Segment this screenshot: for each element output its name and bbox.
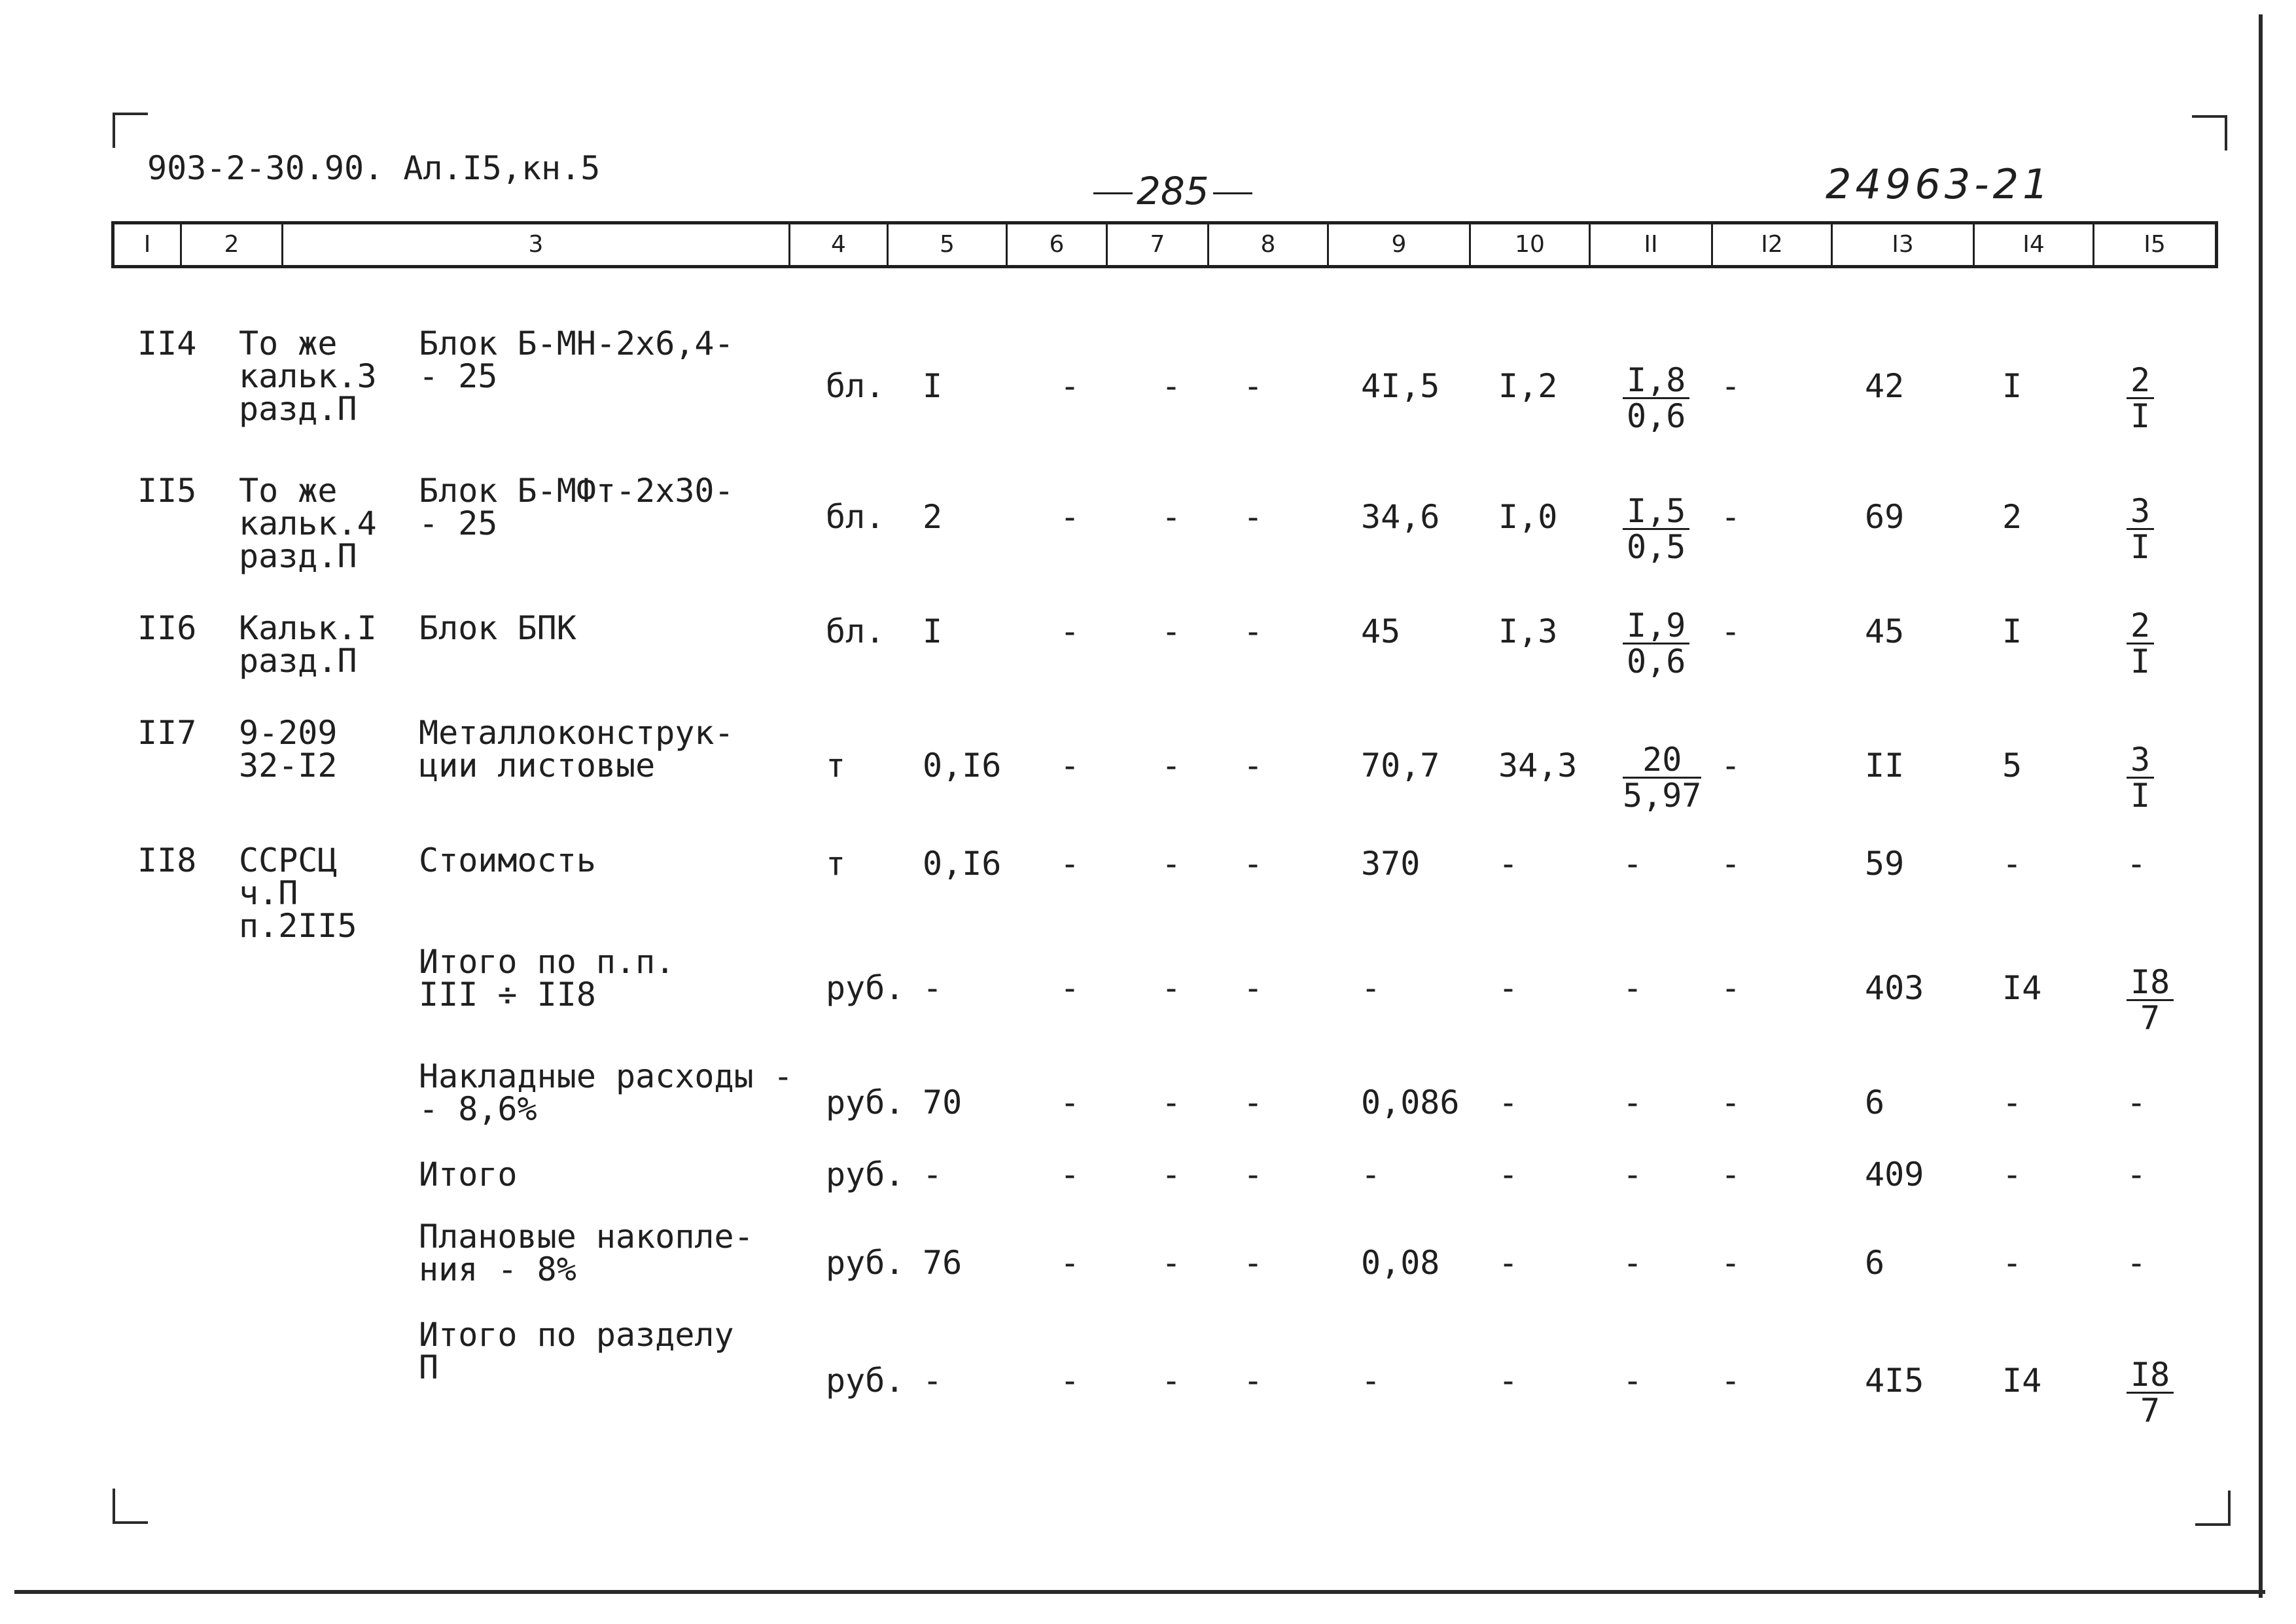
summary-cell-c10: - — [1498, 1156, 1519, 1193]
column-header-11: II — [1589, 224, 1711, 265]
summary-cell-c9: 0,086 — [1361, 1084, 1460, 1121]
cell-c9: 34,6 — [1361, 498, 1440, 536]
summary-cell-c5: - — [923, 1156, 943, 1193]
column-header-15: I5 — [2093, 224, 2215, 265]
summary-cell-c8: - — [1243, 1244, 1263, 1282]
basis-line: разд.П — [239, 642, 357, 680]
basis-line: 9-209 — [239, 714, 338, 752]
cell-c8: - — [1243, 747, 1263, 785]
position-number: II8 — [137, 841, 197, 879]
cell-c7: - — [1161, 367, 1182, 405]
summary-cell-c10: - — [1498, 969, 1519, 1007]
summary-name-line: III ÷ II8 — [419, 976, 596, 1014]
cell-c14: I — [2002, 612, 2022, 650]
column-header-1: I — [143, 231, 151, 258]
cell-c12: - — [1721, 612, 1741, 650]
cell-c12: - — [1721, 845, 1741, 883]
summary-cell-c15: - — [2127, 1084, 2147, 1121]
cell-c5: I — [923, 367, 943, 405]
summary-cell-c14: - — [2002, 1244, 2022, 1282]
summary-cell-c5: 70 — [923, 1084, 963, 1121]
summary-cell-c13: 4I5 — [1865, 1362, 1924, 1400]
cell-c15 — [2127, 363, 2154, 433]
summary-cell-c12: - — [1721, 1362, 1741, 1400]
column-header-2: 2 — [180, 224, 281, 265]
summary-cell-c7: - — [1161, 1362, 1182, 1400]
cell-c15-numerator: 2 — [2127, 363, 2154, 399]
handwritten-number: 24963-21 — [1826, 160, 2053, 208]
summary-cell-c10: - — [1498, 1084, 1519, 1121]
cell-c11: - — [1623, 845, 1643, 883]
cell-c15-denominator: I — [2130, 528, 2151, 566]
cell-c15-denominator: I — [2130, 777, 2151, 815]
column-header-10: 10 — [1469, 224, 1589, 265]
cell-c13: 42 — [1865, 367, 1905, 405]
cell-c10: I,3 — [1498, 612, 1558, 650]
cell-c9: 70,7 — [1361, 747, 1440, 785]
summary-cell-c13: 6 — [1865, 1084, 1885, 1121]
summary-cell-c6: - — [1060, 1084, 1080, 1121]
summary-cell-c14: - — [2002, 1084, 2022, 1121]
basis-line: кальк.3 — [239, 357, 377, 395]
item-name-line: - 25 — [419, 357, 498, 395]
summary-cell-c11: - — [1623, 1084, 1643, 1121]
summary-name-line: Накладные расходы - — [419, 1057, 793, 1095]
cell-c13: 69 — [1865, 498, 1905, 536]
cell-c11 — [1623, 743, 1701, 813]
cell-c15-denominator: I — [2130, 643, 2151, 680]
cell-c5: 0,I6 — [923, 747, 1002, 785]
basis-line: ССРСЦ — [239, 841, 338, 879]
cell-c7: - — [1161, 845, 1182, 883]
summary-cell-c9: - — [1361, 1156, 1381, 1193]
summary-name-line: Плановые накопле- — [419, 1218, 754, 1256]
column-number-header — [111, 221, 2218, 268]
basis-line: п.2II5 — [239, 907, 357, 945]
summary-cell-c5: 76 — [923, 1244, 963, 1282]
summary-unit: руб. — [826, 1084, 905, 1121]
page-number-text: 285 — [1137, 169, 1209, 213]
cell-c15 — [2127, 743, 2154, 813]
cell-c11-denominator: 0,5 — [1627, 528, 1686, 566]
column-header-4: 4 — [788, 224, 887, 265]
basis-line: 32-I2 — [239, 747, 338, 785]
column-header-12: I2 — [1711, 224, 1831, 265]
corner-mark-bottom-left — [113, 1489, 148, 1524]
summary-cell-c15-denominator: 7 — [2140, 1392, 2161, 1430]
corner-mark-top-right — [2192, 115, 2227, 150]
cell-c15 — [2127, 609, 2154, 679]
summary-cell-c8: - — [1243, 969, 1263, 1007]
column-header-8: 8 — [1207, 224, 1327, 265]
basis-line: кальк.4 — [239, 504, 377, 542]
cell-c6: - — [1060, 612, 1080, 650]
cell-c11-numerator: 20 — [1623, 743, 1701, 779]
summary-cell-c15 — [2127, 1358, 2174, 1428]
summary-cell-c15 — [2127, 965, 2174, 1035]
position-number: II4 — [137, 325, 197, 362]
cell-c13: II — [1865, 747, 1905, 785]
column-header-14: I4 — [1973, 224, 2093, 265]
item-name-line: Металлоконструк- — [419, 714, 734, 752]
summary-cell-c12: - — [1721, 1084, 1741, 1121]
summary-cell-c15-denominator: 7 — [2140, 999, 2161, 1037]
summary-cell-c12: - — [1721, 969, 1741, 1007]
cell-c14: 2 — [2002, 498, 2022, 536]
cell-c8: - — [1243, 498, 1263, 536]
summary-cell-c8: - — [1243, 1362, 1263, 1400]
summary-name-line: - 8,6% — [419, 1090, 537, 1128]
summary-cell-c14: I4 — [2002, 969, 2042, 1007]
basis-line: То же — [239, 325, 338, 362]
summary-cell-c7: - — [1161, 1156, 1182, 1193]
cell-c8: - — [1243, 367, 1263, 405]
cell-c5: 0,I6 — [923, 845, 1002, 883]
summary-cell-c6: - — [1060, 969, 1080, 1007]
column-header-13: I3 — [1831, 224, 1973, 265]
summary-cell-c7: - — [1161, 969, 1182, 1007]
cell-c7: - — [1161, 747, 1182, 785]
summary-cell-c7: - — [1161, 1244, 1182, 1282]
summary-cell-c11: - — [1623, 1156, 1643, 1193]
cell-c10: 34,3 — [1498, 747, 1578, 785]
summary-cell-c7: - — [1161, 1084, 1182, 1121]
document-code: 903-2-30.90. Ал.I5,кн.5 — [147, 149, 601, 187]
summary-cell-c13: 6 — [1865, 1244, 1885, 1282]
summary-cell-c6: - — [1060, 1244, 1080, 1282]
summary-unit: руб. — [826, 1156, 905, 1193]
scan-edge-bottom — [14, 1590, 2265, 1594]
summary-cell-c13: 403 — [1865, 969, 1924, 1007]
item-name-line: Блок Б-МФт-2х30- — [419, 472, 734, 510]
summary-cell-c8: - — [1243, 1084, 1263, 1121]
summary-unit: руб. — [826, 1362, 905, 1400]
summary-cell-c15: - — [2127, 1156, 2147, 1193]
summary-name-line: ния - 8% — [419, 1250, 576, 1288]
cell-c7: - — [1161, 498, 1182, 536]
position-number: II7 — [137, 714, 197, 752]
summary-cell-c6: - — [1060, 1362, 1080, 1400]
cell-c15: - — [2127, 845, 2147, 883]
item-name-line: Стоимость — [419, 841, 596, 879]
cell-c11-denominator: 5,97 — [1623, 777, 1702, 815]
column-header-7: 7 — [1106, 224, 1207, 265]
basis-line: разд.П — [239, 537, 357, 575]
cell-c9: 45 — [1361, 612, 1401, 650]
cell-c14: I — [2002, 367, 2022, 405]
basis-line: То же — [239, 472, 338, 510]
cell-c15 — [2127, 494, 2154, 564]
summary-name-line: Итого — [419, 1156, 518, 1193]
cell-c6: - — [1060, 747, 1080, 785]
summary-unit: руб. — [826, 969, 905, 1007]
column-header-5: 5 — [887, 224, 1006, 265]
unit: бл. — [826, 612, 885, 650]
cell-c11-denominator: 0,6 — [1627, 397, 1686, 435]
cell-c11-numerator: I,8 — [1623, 363, 1689, 399]
summary-cell-c12: - — [1721, 1244, 1741, 1282]
cell-c11-denominator: 0,6 — [1627, 643, 1686, 680]
cell-c10: - — [1498, 845, 1519, 883]
summary-unit: руб. — [826, 1244, 905, 1282]
unit: т — [826, 747, 846, 785]
cell-c15-denominator: I — [2130, 397, 2151, 435]
cell-c8: - — [1243, 845, 1263, 883]
column-header-6: 6 — [1006, 224, 1106, 265]
cell-c12: - — [1721, 367, 1741, 405]
unit: т — [826, 845, 846, 883]
summary-cell-c9: - — [1361, 969, 1381, 1007]
cell-c12: - — [1721, 498, 1741, 536]
position-number: II5 — [137, 472, 197, 510]
position-number: II6 — [137, 609, 197, 647]
summary-cell-c8: - — [1243, 1156, 1263, 1193]
cell-c15-numerator: 3 — [2127, 494, 2154, 530]
scan-edge-right — [2259, 14, 2263, 1598]
corner-mark-top-left — [113, 113, 148, 148]
unit: бл. — [826, 367, 885, 405]
summary-cell-c11: - — [1623, 1362, 1643, 1400]
cell-c15-numerator: 3 — [2127, 743, 2154, 779]
summary-cell-c15: - — [2127, 1244, 2147, 1282]
column-header-9: 9 — [1327, 224, 1469, 265]
cell-c5: 2 — [923, 498, 943, 536]
item-name-line: ции листовые — [419, 747, 656, 785]
summary-cell-c10: - — [1498, 1244, 1519, 1282]
page-number — [1089, 169, 1256, 213]
cell-c6: - — [1060, 367, 1080, 405]
column-header-3: 3 — [281, 224, 788, 265]
summary-cell-c9: - — [1361, 1362, 1381, 1400]
item-name-line: Блок БПК — [419, 609, 576, 647]
summary-name-line: Итого по п.п. — [419, 943, 675, 981]
cell-c15-numerator: 2 — [2127, 609, 2154, 644]
unit: бл. — [826, 498, 885, 536]
summary-cell-c10: - — [1498, 1362, 1519, 1400]
cell-c10: I,2 — [1498, 367, 1558, 405]
summary-cell-c15-numerator: I8 — [2127, 965, 2174, 1001]
basis-line: ч.П — [239, 874, 298, 912]
cell-c13: 59 — [1865, 845, 1905, 883]
cell-c11 — [1623, 363, 1689, 433]
summary-cell-c14: - — [2002, 1156, 2022, 1193]
summary-cell-c14: I4 — [2002, 1362, 2042, 1400]
cell-c11 — [1623, 494, 1689, 564]
summary-cell-c11: - — [1623, 1244, 1643, 1282]
summary-cell-c6: - — [1060, 1156, 1080, 1193]
summary-cell-c9: 0,08 — [1361, 1244, 1440, 1282]
cell-c14: - — [2002, 845, 2022, 883]
cell-c7: - — [1161, 612, 1182, 650]
summary-cell-c13: 409 — [1865, 1156, 1924, 1193]
cell-c13: 45 — [1865, 612, 1905, 650]
cell-c10: I,0 — [1498, 498, 1558, 536]
item-name-line: - 25 — [419, 504, 498, 542]
cell-c11-numerator: I,5 — [1623, 494, 1689, 530]
basis-line: разд.П — [239, 390, 357, 428]
corner-mark-bottom-right — [2195, 1491, 2231, 1526]
cell-c11 — [1623, 609, 1689, 679]
summary-cell-c5: - — [923, 969, 943, 1007]
summary-cell-c12: - — [1721, 1156, 1741, 1193]
basis-line: Кальк.I — [239, 609, 377, 647]
cell-c14: 5 — [2002, 747, 2022, 785]
cell-c6: - — [1060, 498, 1080, 536]
item-name-line: Блок Б-МН-2х6,4- — [419, 325, 734, 362]
cell-c6: - — [1060, 845, 1080, 883]
cell-c5: I — [923, 612, 943, 650]
summary-cell-c5: - — [923, 1362, 943, 1400]
cell-c12: - — [1721, 747, 1741, 785]
cell-c9: 370 — [1361, 845, 1421, 883]
summary-name-line: П — [419, 1349, 439, 1386]
summary-name-line: Итого по разделу — [419, 1316, 734, 1354]
cell-c9: 4I,5 — [1361, 367, 1440, 405]
summary-cell-c15-numerator: I8 — [2127, 1358, 2174, 1394]
summary-cell-c11: - — [1623, 969, 1643, 1007]
cell-c8: - — [1243, 612, 1263, 650]
cell-c11-numerator: I,9 — [1623, 609, 1689, 644]
